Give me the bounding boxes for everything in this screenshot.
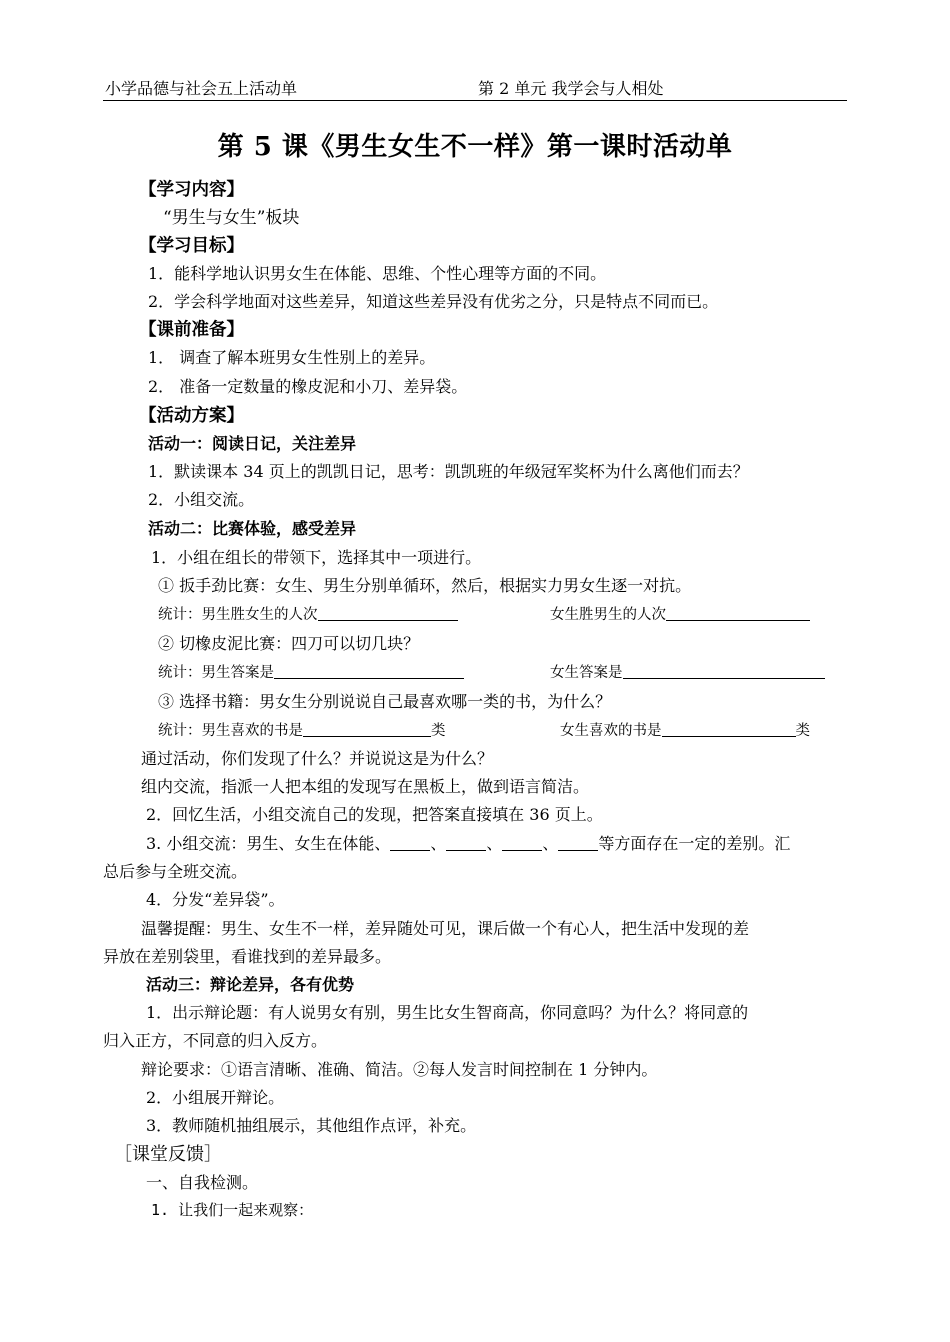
stat-row-3b <box>560 719 810 740</box>
activity3-item-show: 3．教师随机抽组展示，其他组作点评，补充。 <box>146 1116 477 1135</box>
section-heading-content: 【学习内容】 <box>139 180 244 200</box>
activity2-item-clay: ② 切橡皮泥比赛：四刀可以切几块？ <box>158 634 420 653</box>
stat1-blank-girls[interactable] <box>666 604 810 621</box>
stat-row-1b <box>550 603 810 624</box>
activity3-item-topic-cont: 归入正方，不同意的归入反方。 <box>103 1031 328 1050</box>
stat1-label-boys: 统计：男生胜女生的人次 <box>158 607 318 623</box>
stat3-unit-boys: 类 <box>431 723 446 739</box>
differences-blank-1[interactable] <box>390 834 430 851</box>
differences-sep: 、 <box>486 834 503 853</box>
stat2-blank-girls[interactable] <box>623 662 825 679</box>
activity2-item-bag: 4．分发“差异袋”。 <box>146 890 285 909</box>
stat3-label-boys: 统计：男生喜欢的书是 <box>158 723 303 739</box>
activity3-requirements: 辩论要求：①语言清晰、准确、简洁。②每人发言时间控制在 1 分钟内。 <box>141 1060 658 1079</box>
activity2-differences-cont: 总后参与全班交流。 <box>103 862 248 881</box>
stat1-label-girls: 女生胜男生的人次 <box>550 607 666 623</box>
stat3-blank-girls[interactable] <box>662 720 796 737</box>
activity1-item: 1．默读课本 34 页上的凯凯日记，思考：凯凯班的年级冠军奖杯为什么离他们而去？ <box>148 462 749 481</box>
activity3-item-topic: 1．出示辩论题：有人说男女有别，男生比女生智商高，你同意吗？为什么？将同意的 <box>146 1003 749 1022</box>
differences-sep: 、 <box>542 834 559 853</box>
differences-blank-2[interactable] <box>446 834 486 851</box>
activity1-heading: 活动一：阅读日记，关注差异 <box>148 434 357 453</box>
stat-row-2b <box>550 661 825 682</box>
activity2-intro: 1．小组在组长的带领下，选择其中一项进行。 <box>151 548 482 567</box>
goal-item: 2．学会科学地面对这些差异，知道这些差异没有优劣之分，只是特点不同而已。 <box>148 292 719 311</box>
activity2-item-recall: 2．回忆生活，小组交流自己的发现，把答案直接填在 36 页上。 <box>146 805 603 824</box>
feedback-self-check: 一、自我检测。 <box>146 1173 259 1192</box>
stat2-label-girls: 女生答案是 <box>550 665 623 681</box>
content-text: “男生与女生”板块 <box>163 208 300 228</box>
activity3-item-debate: 2．小组展开辩论。 <box>146 1088 285 1107</box>
page-header <box>103 76 847 101</box>
stat-row-1 <box>158 603 458 624</box>
differences-text-start: 3. 小组交流：男生、女生在体能、 <box>146 834 391 853</box>
differences-blank-3[interactable] <box>502 834 542 851</box>
stat2-label-boys: 统计：男生答案是 <box>158 665 274 681</box>
goal-item: 1．能科学地认识男女生在体能、思维、个性心理等方面的不同。 <box>148 264 607 283</box>
differences-sep: 、 <box>430 834 447 853</box>
stat-row-3 <box>158 719 446 740</box>
activity2-item-armwrestling: ① 扳手劲比赛：女生、男生分别单循环，然后，根据实力男女生逐一对抗。 <box>158 576 692 595</box>
header-course: 小学品德与社会五上活动单 <box>105 79 298 98</box>
differences-text-end: 等方面存在一定的差别。汇 <box>598 834 791 853</box>
feedback-observe: 1. 让我们一起来观察： <box>151 1201 314 1219</box>
differences-blank-4[interactable] <box>558 834 598 851</box>
activity1-item: 2．小组交流。 <box>148 490 255 509</box>
page-title: 第 5 课《男生女生不一样》第一课时活动单 <box>217 132 733 162</box>
activity2-question: 通过活动，你们发现了什么？并说说这是为什么？ <box>141 749 494 768</box>
section-heading-feedback: ［课堂反馈］ <box>114 1144 222 1165</box>
activity2-group-exchange: 组内交流，指派一人把本组的发现写在黑板上，做到语言简洁。 <box>141 777 590 796</box>
prep-item: 1． 调查了解本班男女生性别上的差异。 <box>148 348 436 367</box>
header-unit: 第 2 单元 我学会与人相处 <box>478 79 664 98</box>
warm-tip: 温馨提醒：男生、女生不一样，差异随处可见，课后做一个有心人，把生活中发现的差 <box>141 919 750 938</box>
section-heading-plan: 【活动方案】 <box>139 406 244 426</box>
stat3-label-girls: 女生喜欢的书是 <box>560 723 662 739</box>
activity2-item-books: ③ 选择书籍：男女生分别说说自己最喜欢哪一类的书，为什么？ <box>158 692 612 711</box>
prep-item: 2． 准备一定数量的橡皮泥和小刀、差异袋。 <box>148 377 468 396</box>
activity2-item-differences <box>146 831 790 854</box>
stat-row-2 <box>158 661 464 682</box>
section-heading-goals: 【学习目标】 <box>139 236 244 256</box>
section-heading-prep: 【课前准备】 <box>139 320 244 340</box>
stat2-blank-boys[interactable] <box>274 662 464 679</box>
stat3-unit-girls: 类 <box>795 723 810 739</box>
activity2-heading: 活动二：比赛体验，感受差异 <box>148 519 357 538</box>
activity3-heading: 活动三：辩论差异，各有优势 <box>146 975 355 994</box>
stat1-blank-boys[interactable] <box>318 604 458 621</box>
warm-tip-cont: 异放在差别袋里，看谁找到的差异最多。 <box>103 947 392 966</box>
stat3-blank-boys[interactable] <box>303 720 431 737</box>
